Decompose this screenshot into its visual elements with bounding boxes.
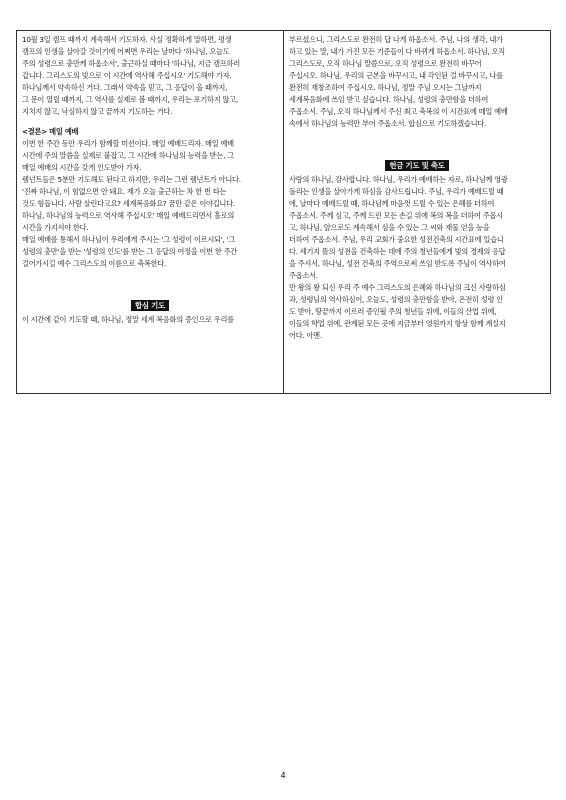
right-column xyxy=(284,31,550,393)
text-line: 도 받아, 땅끝까지 이르러 증인될 주의 청년들 위에, 이들의 산업 위에, xyxy=(289,307,497,316)
text-line: 주옵소서. 주께 심고, 주께 드린 모든 손길 위에 복의 복을 더하여 주옵시 xyxy=(289,211,503,220)
text-line: 과, 성령님의 역사하심이, 오늘도, 성령의 충만함을 받아, 온전히 성령 인 xyxy=(289,295,503,304)
text-line: 속에서 하나님의 능력만 부어 주옵소서. 합심으로 기도하겠습니다. xyxy=(289,119,486,128)
text-line: 고, 하나님, 앞으로도 계속해서 심을 수 있는 그 씨와 재물 얻을 능을 xyxy=(289,223,490,232)
text-line: 10월 3일 캠프 때까지 계속해서 기도하자. 사실 정확하게 말하면, 평생 xyxy=(22,35,232,44)
text-line: 매일 예배의 시간을 갖게 인도받아 가자. xyxy=(22,163,142,172)
prayer-banner-label: 합심 기도 xyxy=(131,300,169,311)
text-line: 것도 힘듭니다. 사람 살린다고요? 세계복음화요? 꿈만 같은 이야깁니다. xyxy=(22,199,235,208)
text-line: 하나님께서 약속하신 거다. 그래서 약속을 믿고, 그 응답이 올 때까지, xyxy=(22,83,228,92)
conclusion-paragraph xyxy=(22,138,278,270)
offering-prayer-paragraph xyxy=(289,174,545,342)
text-line: 세계복음화에 쓰임 받고 싶습니다. 하나님, 성령의 충만함을 더하여 xyxy=(289,95,489,104)
intro-paragraph xyxy=(22,34,278,118)
text-line: 갑니다. 그리스도의 빛으로 이 시간에 역사해 주십시오' 기도해야 가자. xyxy=(22,71,232,80)
text-line: 이번 한 주간 동안 우리가 함께할 미션이다. 매일 예배드리자. 매일 예배 xyxy=(22,139,234,148)
text-line: 주옵소서. 주님, 오직 하나님께서 주신 최고 축복의 이 시간표에 매일 예배 xyxy=(289,107,508,116)
text-line: 걸어가시길 예수 그리스도의 이름으로 축복한다. xyxy=(22,259,167,268)
text-line: 을 주셔서, 하나님, 성전 건축의 주역으로써 쓰임 받도록 주님이 역사하여 xyxy=(289,259,506,268)
left-column xyxy=(17,31,284,393)
text-line: 주옵소서. xyxy=(289,271,318,280)
text-line: 다. 세기지 뜰의 성전을 건축하는 데에 주의 청년들에게 빛의 경제의 응답 xyxy=(289,247,506,256)
text-line: 하고 있는 말, 내가 가진 모든 기준들이 다 바뀌게 하옵소서. 하나님, 오직 xyxy=(289,47,505,56)
text-line: 하나님, 하나님의 능력으로 역사해 주십시오' 매일 예배드리면서 홀로의 xyxy=(22,211,235,220)
text-line: 지치지 않고, 낙심하지 않고 끝까지 기도하는 거다. xyxy=(22,107,173,116)
text-line: 완전히 재창조하여 주십시오. 하나님, 정말 주님 오시는 그날까지 xyxy=(289,83,482,92)
page-number: 4 xyxy=(280,771,286,780)
prayer-banner xyxy=(22,300,278,312)
text-line: 렘넌트들은 5분만 기도해도 된다고 하지만, 우리는 그런 렘넌트가 아니다. xyxy=(22,175,241,184)
text-line: 캠프의 인생을 살아갈 것이기에 어쩌면 우리는 날마다 '하나님, 오늘도 xyxy=(22,47,230,56)
content-frame xyxy=(16,30,551,394)
text-line: 그리스도로, 오직 하나님 말씀으로, 오직 성령으로 완전히 바꾸어 xyxy=(289,59,482,68)
text-line: 에, 날마다 예배드릴 때, 하나님께 마음껏 드릴 수 있는 은혜를 더하여 xyxy=(289,199,495,208)
conclusion-heading: <결론> 매일 예배 xyxy=(22,127,79,136)
text-line: 어다. 아멘. xyxy=(289,331,322,340)
offering-prayer-banner xyxy=(289,160,545,172)
text-line: 시간에 주의 말씀을 실제로 붙잡고, 그 시간에 하나님의 능력을 받는, 그 xyxy=(22,151,234,160)
prayer-continuation-paragraph xyxy=(289,34,545,130)
text-line: 더하여 주옵소서. 주님, 우리 교회가 중요한 성전건축의 시간표에 있습니 xyxy=(289,235,504,244)
text-line: 성령의 충만'을 받는 '성령의 인도'를 받는 그 응답의 여정을 이번 한 주간 xyxy=(22,247,237,256)
text-line: 이 시간에 같이 기도할 때, 하나님, 정말 세계 복음화의 증인으로 우리를 xyxy=(22,315,234,324)
text-line: 부르셨으니, 그리스도로 완전히 답 나게 하옵소서. 주님, 나의 생각, 내가 xyxy=(289,35,503,44)
text-line: 매일 예배를 통해서 하나님이 우리에게 주시는 '그 성령이 이르시되', '그 xyxy=(22,235,235,244)
text-line: 만 왕의 왕 되신 우리 주 예수 그리스도의 은혜와 하나님의 크신 사랑하심 xyxy=(289,283,506,292)
text-line: 주의 성령으로 충만케 하옵소서', 출근하실 때마다 '하나님, 지금 캠프하러 xyxy=(22,59,240,68)
text-line: 사랑의 하나님, 감사합니다. 하나님, 우리가 예배하는 자로, 하나님께 영광 xyxy=(289,175,508,184)
text-line: 주십시오. 하나님, 우리의 근본을 바꾸시고, 내 각인된 걸 바꾸시고, 나를 xyxy=(289,71,503,80)
text-line: 그 문이 열릴 때까지, 그 역사를 실제로 볼 때까지, 우리는 포기하지 않고, xyxy=(22,95,238,104)
text-line: '진짜 하나님, 이 힘없으면 안 돼요. 제가 오늘 출근하는 차 한 번 타는 xyxy=(22,187,227,196)
offering-prayer-banner-label: 헌금 기도 및 축도 xyxy=(385,160,448,171)
text-line: 이들의 학업 위에, 관계된 모든 곳에 지금부터 영원까지 항상 함께 계실지 xyxy=(289,319,506,328)
text-line: 돌리는 인생을 살아가게 하심을 감사드립니다. 주님, 우리가 예배드릴 때 xyxy=(289,187,504,196)
text-line: 시간을 가지셔야 한다. xyxy=(22,223,89,232)
